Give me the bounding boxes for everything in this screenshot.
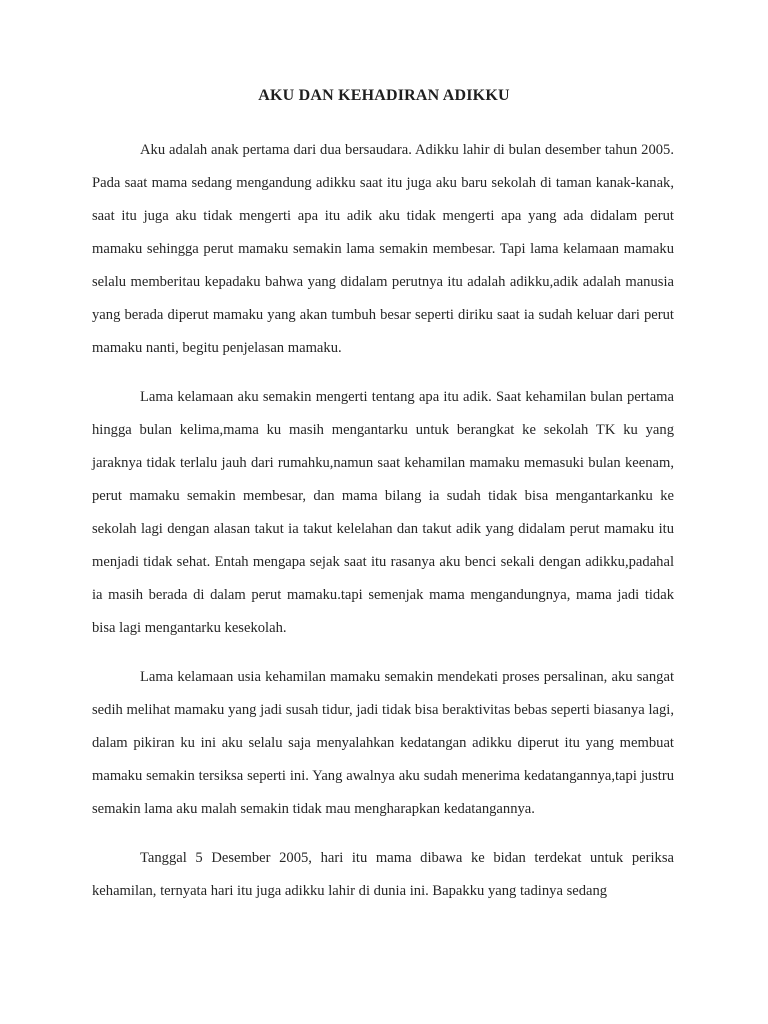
paragraph-3: Lama kelamaan usia kehamilan mamaku semakin mendekati proses persalinan, aku sangat sedih melihat mamaku yang jadi susah tidur, jadi tidak bisa beraktivitas bebas seperti biasanya lagi, dalam pikiran ku ini aku selalu saja menyalahkan kedatangan adikku diperut itu yang membuat mamaku semakin tersiksa seperti ini. Yang awalnya aku sudah menerima kedatangannya,tapi justru semakin lama aku malah semakin tidak mau mengharapkan kedatangannya. [92,669,674,817]
paragraph-4: Tanggal 5 Desember 2005, hari itu mama dibawa ke bidan terdekat untuk periksa kehamilan, ternyata hari itu juga adikku lahir di dunia ini. Bapakku yang tadinya sedang [92,850,674,899]
document-title: AKU DAN KEHADIRAN ADIKKU [258,87,510,104]
document-body [92,134,674,924]
paragraph-1: Aku adalah anak pertama dari dua bersaudara. Adikku lahir di bulan desember tahun 2005. Pada saat mama sedang mengandung adikku saat itu juga aku baru sekolah di taman kanak-kanak, saat itu juga aku tidak mengerti apa itu adik aku tidak mengerti apa yang ada didalam perut mamaku sehingga perut mamaku semakin lama semakin membesar. Tapi lama kelamaan mamaku selalu memberitau kepadaku bahwa yang didalam perutnya itu adalah adikku,adik adalah manusia yang berada diperut mamaku yang akan tumbuh besar seperti diriku saat ia sudah keluar dari perut mamaku nanti, begitu penjelasan mamaku. [92,142,674,356]
paragraph-2: Lama kelamaan aku semakin mengerti tentang apa itu adik. Saat kehamilan bulan pertama hingga bulan kelima,mama ku masih mengantarku untuk berangkat ke sekolah TK ku yang jaraknya tidak terlalu jauh dari rumahku,namun saat kehamilan mamaku memasuki bulan keenam, perut mamaku semakin membesar, dan mama bilang ia sudah tidak bisa mengantarkanku ke sekolah lagi dengan alasan takut ia takut kelelahan dan takut adik yang didalam perut mamaku itu menjadi tidak sehat. Entah mengapa sejak saat itu rasanya aku benci sekali dengan adikku,padahal ia masih berada di dalam perut mamaku.tapi semenjak mama mengandungnya, mama jadi tidak bisa lagi mengantarku kesekolah. [92,389,674,636]
